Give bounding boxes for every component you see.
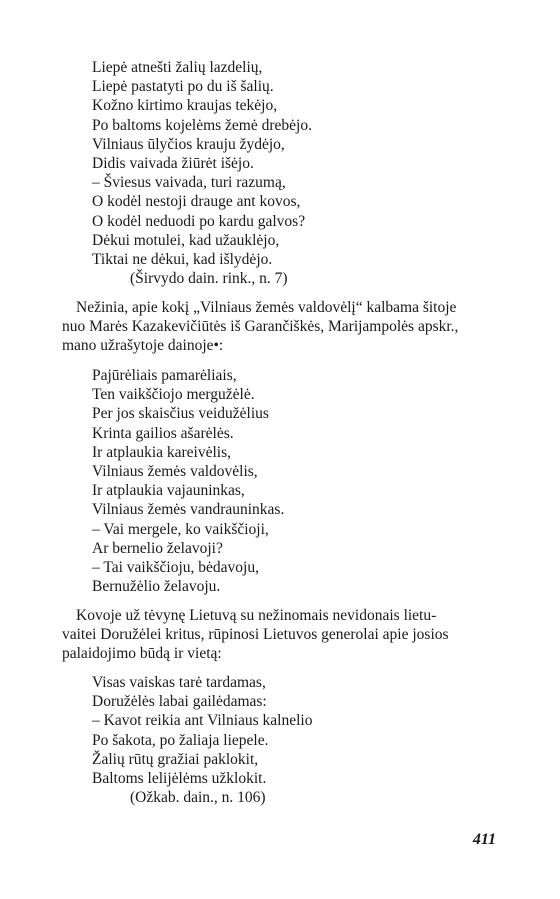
verse-line: Vilniaus žemės valdovėlis, — [92, 463, 258, 481]
verse-line: Ir atplaukia kareivėlis, — [92, 443, 232, 461]
verse-line: Vilniaus žemės vandrauninkas. — [92, 501, 285, 519]
verse-line: Pajūrėliais pamarėliais, — [92, 367, 237, 384]
prose-paragraph-1 — [62, 298, 508, 355]
verse-block-3 — [92, 673, 312, 807]
verse-line: Liepė pastatyti po du iš šalių. — [92, 78, 274, 96]
verse-line: Ten vaikščiojo mergužėlė. — [92, 386, 255, 404]
prose-line: Kovoje už tėvynę Lietuvą su nežinomais nevidonais lietu- — [76, 607, 437, 624]
verse-line: Dėkui motulei, kad užauklėjo, — [92, 231, 280, 249]
verse-line: Vilniaus ūlyčios krauju žydėjo, — [92, 135, 285, 153]
verse-line: – Kavot reikia ant Vilniaus kalnelio — [92, 712, 313, 730]
verse-line: Krinta gailios ašarėlės. — [92, 424, 234, 442]
verse-line: Didis vaivada žiūrėt išėjo. — [92, 155, 254, 173]
verse-line: Per jos skaisčius veidužėlius — [92, 405, 269, 423]
page-number: 411 — [472, 831, 496, 848]
verse-line: Visas vaiskas tarė tardamas, — [92, 674, 266, 691]
verse-line: Kožno kirtimo kraujas tekėjo, — [92, 97, 278, 115]
prose-paragraph-2 — [62, 606, 508, 663]
verse-source-citation: (Širvydo dain. rink., n. 7) — [130, 270, 288, 288]
verse-line: – Tai vaikščioju, bėdavoju, — [92, 559, 259, 577]
verse-line: Tiktai ne dėkui, kad išlydėjo. — [92, 251, 273, 269]
verse-line: – Šviesus vaivada, turi razumą, — [92, 174, 286, 192]
verse-block-2 — [92, 366, 284, 596]
verse-line: Žalių rūtų gražiai paklokit, — [92, 750, 259, 768]
prose-line: mano užrašytoje dainoje•: — [62, 337, 224, 354]
verse-line: Baltoms lelijėlėms užklokit. — [92, 770, 267, 788]
verse-line: O kodėl nestoji drauge ant kovos, — [92, 193, 301, 211]
verse-line: Doružėlės labai gailėdamas: — [92, 693, 267, 711]
prose-line: vaitei Doružėlei kritus, rūpinosi Lietuvos generolai apie josios — [62, 626, 449, 643]
verse-line: – Vai mergele, ko vaikščioji, — [92, 520, 269, 538]
prose-line: nuo Marės Kazakevičiūtės iš Garančiškės, Marijampolės apskr., — [62, 318, 459, 335]
verse-line: O kodėl neduodi po kardu galvos? — [92, 212, 306, 230]
verse-source-citation: (Ožkab. dain., n. 106) — [130, 789, 266, 807]
verse-line: Bernužėlio želavoju. — [92, 578, 221, 596]
verse-line: Liepė atnešti žalių lazdelių, — [92, 59, 263, 76]
prose-line: palaidojimo būdą ir vietą: — [62, 645, 222, 662]
verse-line: Po šakota, po žaliaja liepele. — [92, 731, 269, 749]
prose-line: Nežinia, apie kokį „Vilniaus žemės valdovėlį“ kalbama šitoje — [76, 299, 457, 316]
verse-line: Po baltoms kojelėms žemė drebėjo. — [92, 116, 312, 134]
verse-line: Ar bernelio želavoji? — [92, 539, 223, 557]
verse-line: Ir atplaukia vajauninkas, — [92, 482, 245, 500]
verse-block-1 — [92, 58, 312, 288]
